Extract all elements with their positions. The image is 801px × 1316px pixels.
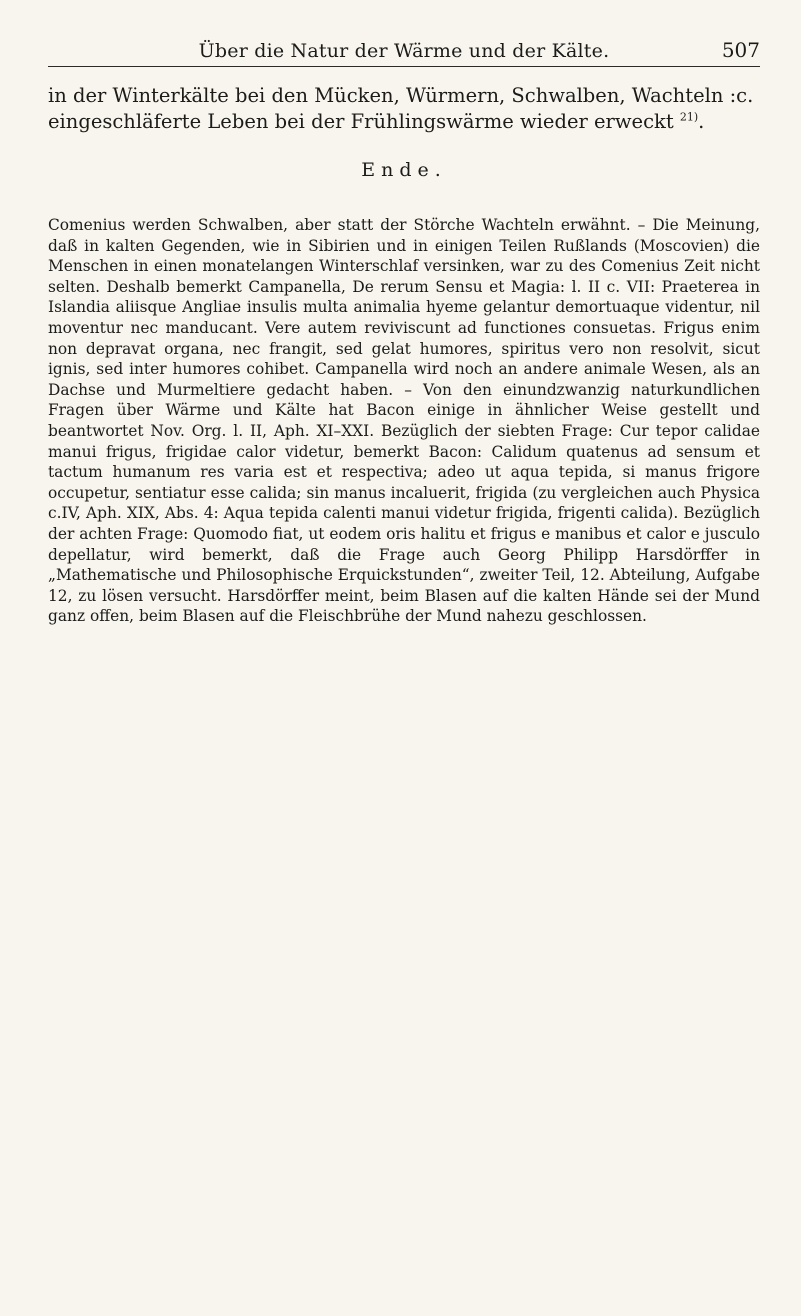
text-line-1: in der Winterkälte bei den Mücken, Würmern, Schwalben, Wachteln :c. xyxy=(48,84,754,107)
running-head: Über die Natur der Wärme und der Kälte. xyxy=(198,40,610,62)
text-line-2-period: . xyxy=(698,110,705,133)
text-line-2 xyxy=(48,109,760,135)
page-header xyxy=(48,26,760,67)
text-line-2-content: eingeschläferte Leben bei der Frühlingswärme wieder erweckt xyxy=(48,110,674,133)
footnote-reference: 21) xyxy=(679,110,699,124)
body-text xyxy=(48,83,760,135)
page-number: 507 xyxy=(721,38,760,62)
footnote-text: Comenius werden Schwalben, aber statt der Störche Wachteln erwähnt. – Die Meinung, daß in kalten Gegenden, wie in Sibirien und in einigen Teilen Rußlands (Moscovien) die Menschen in einen monatelangen Winterschlaf versinken, war zu des Comenius Zeit nicht selten. Deshalb bemerkt Campanella, De rerum Sensu et Magia: l. II c. VII: Praeterea in Islandia aliisque Angliae insulis multa animalia hyeme gelantur demortuaque videntur, nil moventur nec manducant. Vere autem reviviscunt ad functiones consuetas. Frigus enim non depravat organa, nec frangit, sed gelat humores, spiritus vero non resolvit, sicut ignis, sed inter humores cohibet. Campanella wird noch an andere animale Wesen, als an Dachse und Murmeltiere gedacht haben. – Von den einundzwanzig naturkundlichen Fragen über Wärme und Kälte hat Bacon einige in ähnlicher Weise gestellt und beantwortet Nov. Org. l. II, Aph. XI–XXI. Bezüglich der siebten Frage: Cur tepor calidae manui frigus, frigidae calor videtur, bemerkt Bacon: Calidum quatenus ad sensum et tactum humanum res varia est et respectiva; adeo ut aqua tepida, si manus frigore occupetur, sentiatur esse calida; sin manus incaluerit, frigida (zu vergleichen auch Physica c.IV, Aph. XIX, Abs. 4: Aqua tepida calenti manui videtur frigida, frigenti calida). Bezüglich der achten Frage: Quomodo fiat, ut eodem oris halitu et frigus e manibus et calor e jusculo depellatur, wird bemerkt, daß die Frage auch Georg Philipp Harsdörffer in „Mathematische und Philosophische Erquickstunden“, zweiter Teil, 12. Abteilung, Aufgabe 12, zu lösen versucht. Harsdörffer meint, beim Blasen auf die kalten Hände sei der Mund ganz offen, beim Blasen auf die Fleischbrühe der Mund nahezu geschlossen. xyxy=(48,216,761,626)
end-mark: Ende. xyxy=(361,159,447,181)
book-page xyxy=(48,26,760,627)
